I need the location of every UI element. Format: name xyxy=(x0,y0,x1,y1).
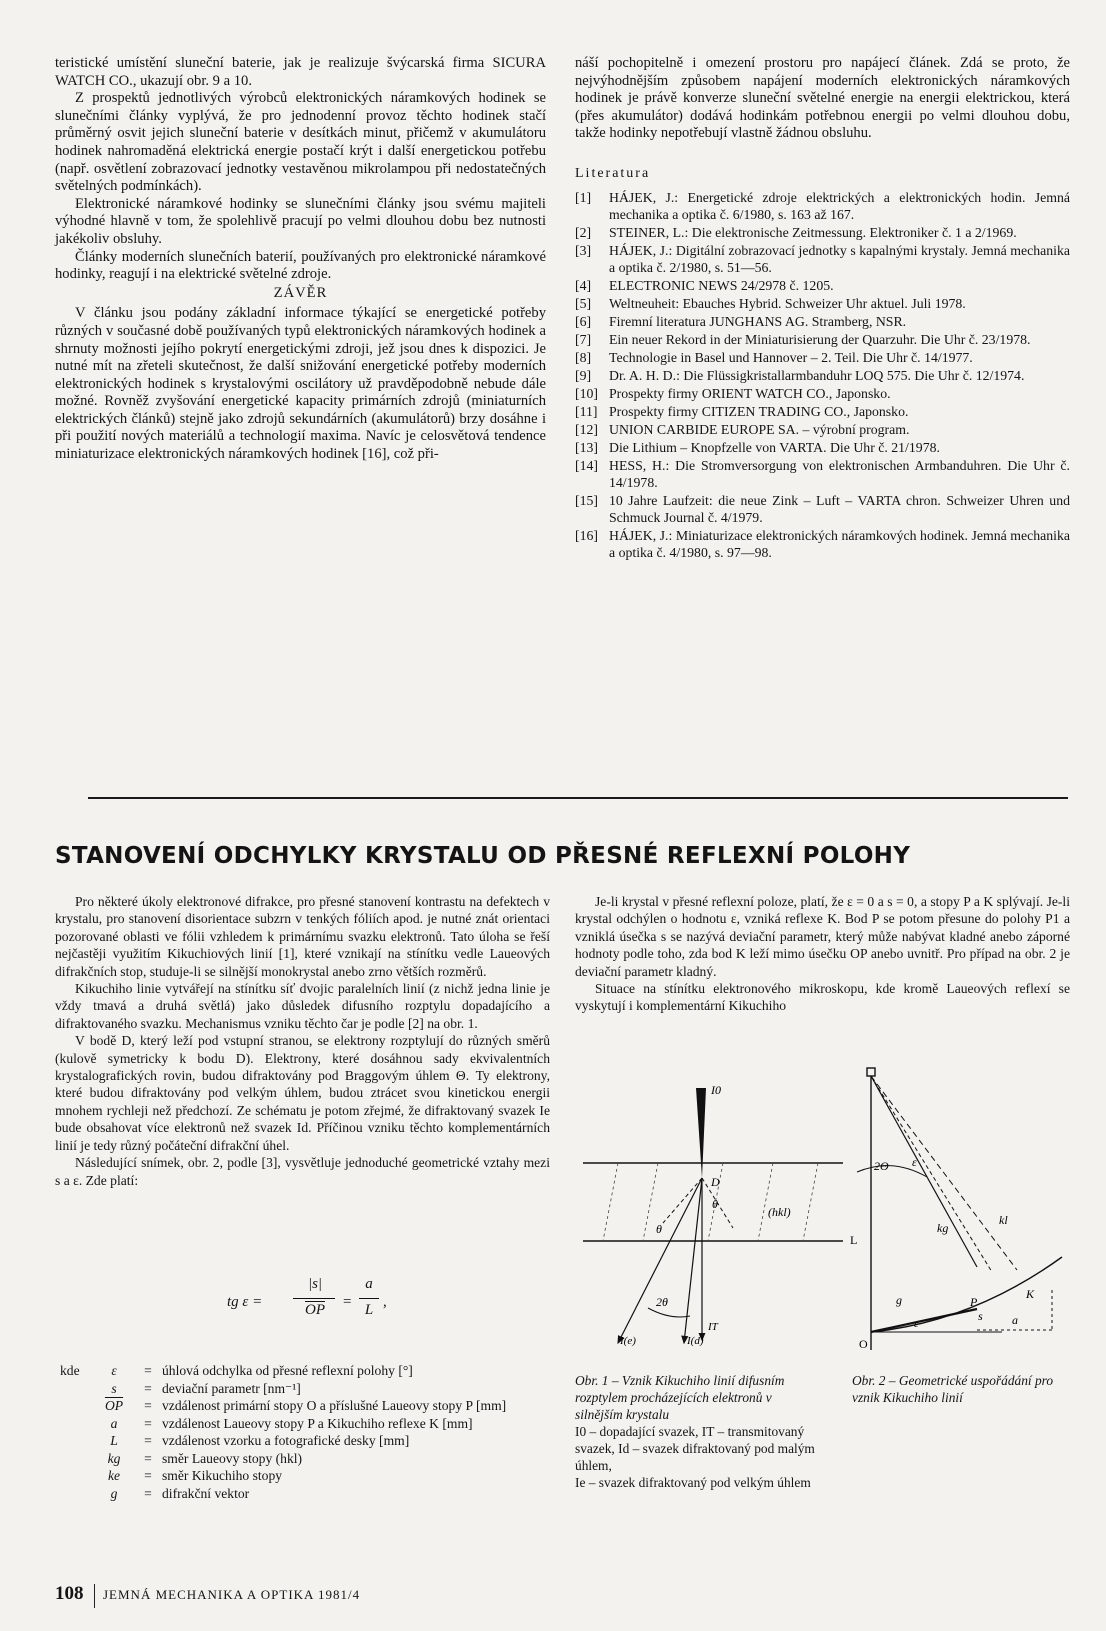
formula xyxy=(215,1276,415,1332)
fig2-label-p: P xyxy=(970,1295,978,1309)
fig2-label-l: L xyxy=(850,1233,858,1247)
article-right-column xyxy=(575,893,1070,1015)
reference-list xyxy=(575,189,1070,561)
fraction-bar xyxy=(359,1298,379,1299)
list-item: [13] Die Lithium – Knopfzelle von VARTA. Die Uhr č. 21/1978. xyxy=(575,439,940,455)
figure-1-caption xyxy=(575,1372,820,1491)
paragraph: Je-li krystal v přesné reflexní poloze, platí, že ε = 0 a s = 0, a stopy P a K splývají. Je-li krystal odchýlen o hodnotu ε, vzniká reflexe K. Bod P se potom přesune do polohy P1 a vzniklá úsečka s se nazývá deviační parametr, který může nabývat kladné anebo záporné hodnoty podle toho, zda bod K leží mimo úsečku OP anebo uvnitř. Pro případ na obr. 2 je deviační parametr kladný. xyxy=(575,894,1070,979)
fig2-label-g: g xyxy=(896,1293,902,1307)
paragraph: Články moderních slunečních baterií, používaných pro elektronické náramkové hodinky, reagují i na elektrické světelné zdroje. xyxy=(55,248,546,283)
divider-rule xyxy=(88,797,1068,799)
fig2-label-a: a xyxy=(1012,1313,1018,1327)
paragraph: Pro některé úkoly elektronové difrakce, pro přesné stanovení kontrastu na defektech v krystalu, pro stanovení disorientace subzrn v tenkých fóliích apod. je nutné znát orientaci pozorované oblasti ve fólii vzhledem k primárnímu svazku elektronů. Tato úloha se řeší nejčastěji využitím Kikuchiových linií [1], které vznikají na stínítku vedle Laueových difrakčních stop, studuje-li se silnější monokrystal anebo zrno větších rozměrů. xyxy=(55,894,550,979)
list-item: [14] HESS, H.: Die Stromversorgung von elektronischen Armbanduhren. Die Uhr č. 14/1978. xyxy=(575,457,1070,490)
caption-lead: Obr. 1 – Vznik Kikuchiho linií difusním rozptylem procházejících elektronů v silnějším krystalu xyxy=(575,1373,785,1422)
list-item: [5] Weltneuheit: Ebauches Hybrid. Schweizer Uhr aktuel. Juli 1978. xyxy=(575,295,966,311)
section-heading: ZÁVĚR xyxy=(273,284,328,301)
paragraph: Elektronické náramkové hodinky se slunečními články jsou svému majiteli výhodné hlavně v tom, že spolehlivě pracují po velmi dlouhou dobu bez nutnosti jakékoliv obsluhy. xyxy=(55,195,546,247)
fig1-label-i0: I0 xyxy=(711,1083,721,1097)
fig2-label-s: s xyxy=(978,1309,983,1323)
top-right-column xyxy=(575,55,1070,562)
paragraph: V bodě D, který leží pod vstupní stranou, se elektrony rozptylují do různých směrů (kulově symetricky k bodu D). Elektrony, které dosáhnou sady ekvivalentních krystalografických rovin, budou difraktovány pod Braggovým úhlem Θ. Ty elektrony, které budou difraktovány pod velkým úhlem, budou ztrácet svou kinetickou energii mnohem rychleji než předchozí. Ze schématu je potom zřejmé, že difraktovaný svazek Ie bude obsahovat více elektronů než svazek Id. Příčinou vzniku těchto komplementárních linií je tedy různý počáteční difrakční úhel. xyxy=(55,1033,550,1153)
table-row: a = vzdálenost Laueovy stopy P a Kikuchiho reflexe K [mm] xyxy=(110,1415,473,1431)
list-item: [9] Dr. A. H. D.: Die Flüssigkristallarmbanduhr LOQ 575. Die Uhr č. 12/1974. xyxy=(575,367,1025,383)
fraction-bar xyxy=(293,1298,335,1299)
list-item: [3] HÁJEK, J.: Digitální zobrazovací jednotky s kapalnými krystaly. Jemná mechanika a optika č. 2/1980, s. 51—56. xyxy=(575,242,1070,275)
fig1-label-id: I(d) xyxy=(687,1335,704,1347)
list-item: [10] Prospekty firmy ORIENT WATCH CO., Japonsko. xyxy=(575,385,891,401)
fig2-label-k: K xyxy=(1026,1287,1035,1301)
paragraph: V článku jsou podány základní informace týkající se energetické potřeby různých v současné době používaných typů elektronických náramkových hodinek a shrnuty možnosti jejího pokrytí energetickými zdroji, jež jsou dnes k dispozici. Je nutné mít na zřeteli skutečnost, že další snižování energetické potřeby moderních elektronických hodinek s krystalovými oscilátory už pravděpodobně nebude dále možné. Rovněž zvyšování energetické kapacity primárních zdrojů (miniaturních elektrických článků) stejně jako zdrojů sekundárních (akumulátorů) brzy dosáhne i při použití nových materiálů a technologií maxima. Navíc je celosvětová tendence miniaturizace elektronických náramkových hodinek [16], což při- xyxy=(55,305,546,463)
formula-denominator: $\overline{OP}$ xyxy=(305,1302,325,1318)
table-row: s = deviační parametr [nm⁻¹] xyxy=(111,1380,301,1396)
table-row: L = vzdálenost vzorku a fotografické desky [mm] xyxy=(110,1433,410,1448)
top-left-column xyxy=(55,55,546,464)
list-item: [16] HÁJEK, J.: Miniaturizace elektronických náramkových hodinek. Jemná mechanika a optika č. 4/1980, s. 97—98. xyxy=(575,527,1070,560)
formula-numerator: a xyxy=(365,1276,373,1292)
list-item: [8] Technologie in Basel und Hannover – 2. Teil. Die Uhr č. 14/1977. xyxy=(575,349,973,365)
formula-denominator: L xyxy=(364,1302,374,1318)
fig2-label-eps: ε xyxy=(912,1155,917,1169)
table-row: ke = směr Kikuchiho stopy xyxy=(107,1468,283,1483)
fig1-label-theta: θ xyxy=(712,1197,718,1211)
fig1-label-theta: θ xyxy=(656,1222,662,1236)
list-item: [1] HÁJEK, J.: Energetické zdroje elektrických a elektronických hodin. Jemná mechanika a optika č. 6/1980, s. 163 až 167. xyxy=(575,189,1070,222)
fig1-label-it: IT xyxy=(708,1321,718,1333)
fig2-label-eps: ε xyxy=(914,1318,919,1330)
table-row: kde ε = úhlová odchylka od přesné reflexní polohy [°] xyxy=(60,1363,413,1378)
article-left-column xyxy=(55,893,550,1189)
definitions-table xyxy=(60,1362,550,1502)
fig2-label-kl: kl xyxy=(999,1213,1008,1227)
fig1-label-hkl: (hkl) xyxy=(768,1205,791,1219)
fig2-label-two-theta: 2Θ xyxy=(874,1159,889,1173)
paragraph: Z prospektů jednotlivých výrobců elektronických náramkových hodinek se slunečními články vyplývá, že pro jednodenní provoz těchto hodinek stačí průměrný osvit jejich sluneční baterie v desítkách minut, přičemž v akumulátoru hodinek nahromaděná elektrická energie postačí krýt i další energetickou potřebu (např. osvětlení zobrazovací jednotky vestavěnou mikrolampou při nedostatečných světelných podmínkách). xyxy=(55,90,546,195)
figure-1-diagram xyxy=(578,1068,848,1348)
page-footer xyxy=(55,1583,360,1608)
paragraph: Situace na stínítku elektronového mikroskopu, kde kromě Laueových reflexí se vyskytují i komplementární Kikuchiho xyxy=(575,981,1070,1014)
fig1-label-two-theta: 2θ xyxy=(656,1295,668,1309)
article-title: STANOVENÍ ODCHYLKY KRYSTALU OD PŘESNÉ REFLEXNÍ POLOHY xyxy=(55,843,911,869)
list-item: [2] STEINER, L.: Die elektronische Zeitmessung. Elektroniker č. 1 a 2/1969. xyxy=(575,224,1017,240)
formula-tail: , xyxy=(383,1294,387,1310)
list-item: [4] ELECTRONIC NEWS 24/2978 č. 1205. xyxy=(575,277,834,293)
table-row: g = difrakční vektor xyxy=(110,1485,250,1501)
figure-2-caption xyxy=(852,1372,1070,1406)
fig1-label-d: D xyxy=(711,1175,720,1189)
fig2-label-o: O xyxy=(859,1337,868,1351)
table-row: kg = směr Laueovy stopy (hkl) xyxy=(107,1450,303,1466)
list-item: [11] Prospekty firmy CITIZEN TRADING CO., Japonsko. xyxy=(575,403,909,419)
paragraph: náší pochopitelně i omezení prostoru pro napájecí článek. Zdá se proto, že nejvýhodnějším způsobem napájení moderních elektronických náramkových hodinek je právě konverze sluneční světelné energie na energii elektrickou, která (přes akumulátor) dodává hodinkám potřebnou energii po velmi dlouhou dobu, takže hodinky nepotřebují vlastně žádnou obsluhu. xyxy=(575,55,1070,142)
literature-heading: Literatura xyxy=(575,165,651,181)
list-item: [7] Ein neuer Rekord in der Miniaturisierung der Quarzuhr. Die Uhr č. 23/1978. xyxy=(575,331,1031,347)
list-item: [15] 10 Jahre Laufzeit: die neue Zink – Luft – VARTA chron. Schweizer Uhren und Schmuck Journal č. 4/1979. xyxy=(575,492,1070,525)
caption-line: Ie – svazek difraktovaný pod velkým úhlem xyxy=(575,1475,811,1490)
fig2-label-kg: kg xyxy=(937,1221,949,1235)
paragraph: Následující snímek, obr. 2, podle [3], vysvětluje jednoduché geometrické vztahy mezi s a ε. Zde platí: xyxy=(55,1155,550,1188)
figure-2-diagram xyxy=(852,1062,1072,1352)
magazine-name: JEMNÁ MECHANIKA A OPTIKA 1981/4 xyxy=(103,1587,361,1602)
formula-equals: = xyxy=(343,1294,352,1310)
caption-lead: Obr. 2 – Geometrické uspořádání pro vznik Kikuchiho linií xyxy=(852,1373,1054,1405)
list-item: [12] UNION CARBIDE EUROPE SA. – výrobní program. xyxy=(575,421,910,437)
paragraph: Kikuchiho linie vytvářejí na stínítku síť dvojic paralelních linií (z nichž jedna linie je vždy tmavá a druhá světlá) jako důsledek difusního rozptylu dopadajícího a difraktovaného svazku. Mechanismus vzniku těchto čar je podle [2] na obr. 1. xyxy=(55,981,550,1031)
formula-lhs: tg ε = xyxy=(227,1294,263,1310)
list-item: [6] Firemní literatura JUNGHANS AG. Stramberg, NSR. xyxy=(575,313,907,329)
paragraph: teristické umístění sluneční baterie, jak je realizuje švýcarská firma SICURA WATCH CO., ukazují obr. 9 a 10. xyxy=(55,55,546,89)
page-number: 108 xyxy=(55,1583,84,1604)
footer-divider xyxy=(94,1584,96,1608)
caption-line: I0 – dopadající svazek, IT – transmitovaný svazek, Id – svazek difraktovaný pod malým úhlem, xyxy=(575,1424,815,1473)
table-row: $\overline{OP}$ = vzdálenost primární stopy O a příslušné Laueovy stopy P [mm] xyxy=(104,1398,507,1413)
fig1-label-ie: I(e) xyxy=(620,1335,636,1347)
formula-numerator: |s| xyxy=(307,1276,323,1292)
